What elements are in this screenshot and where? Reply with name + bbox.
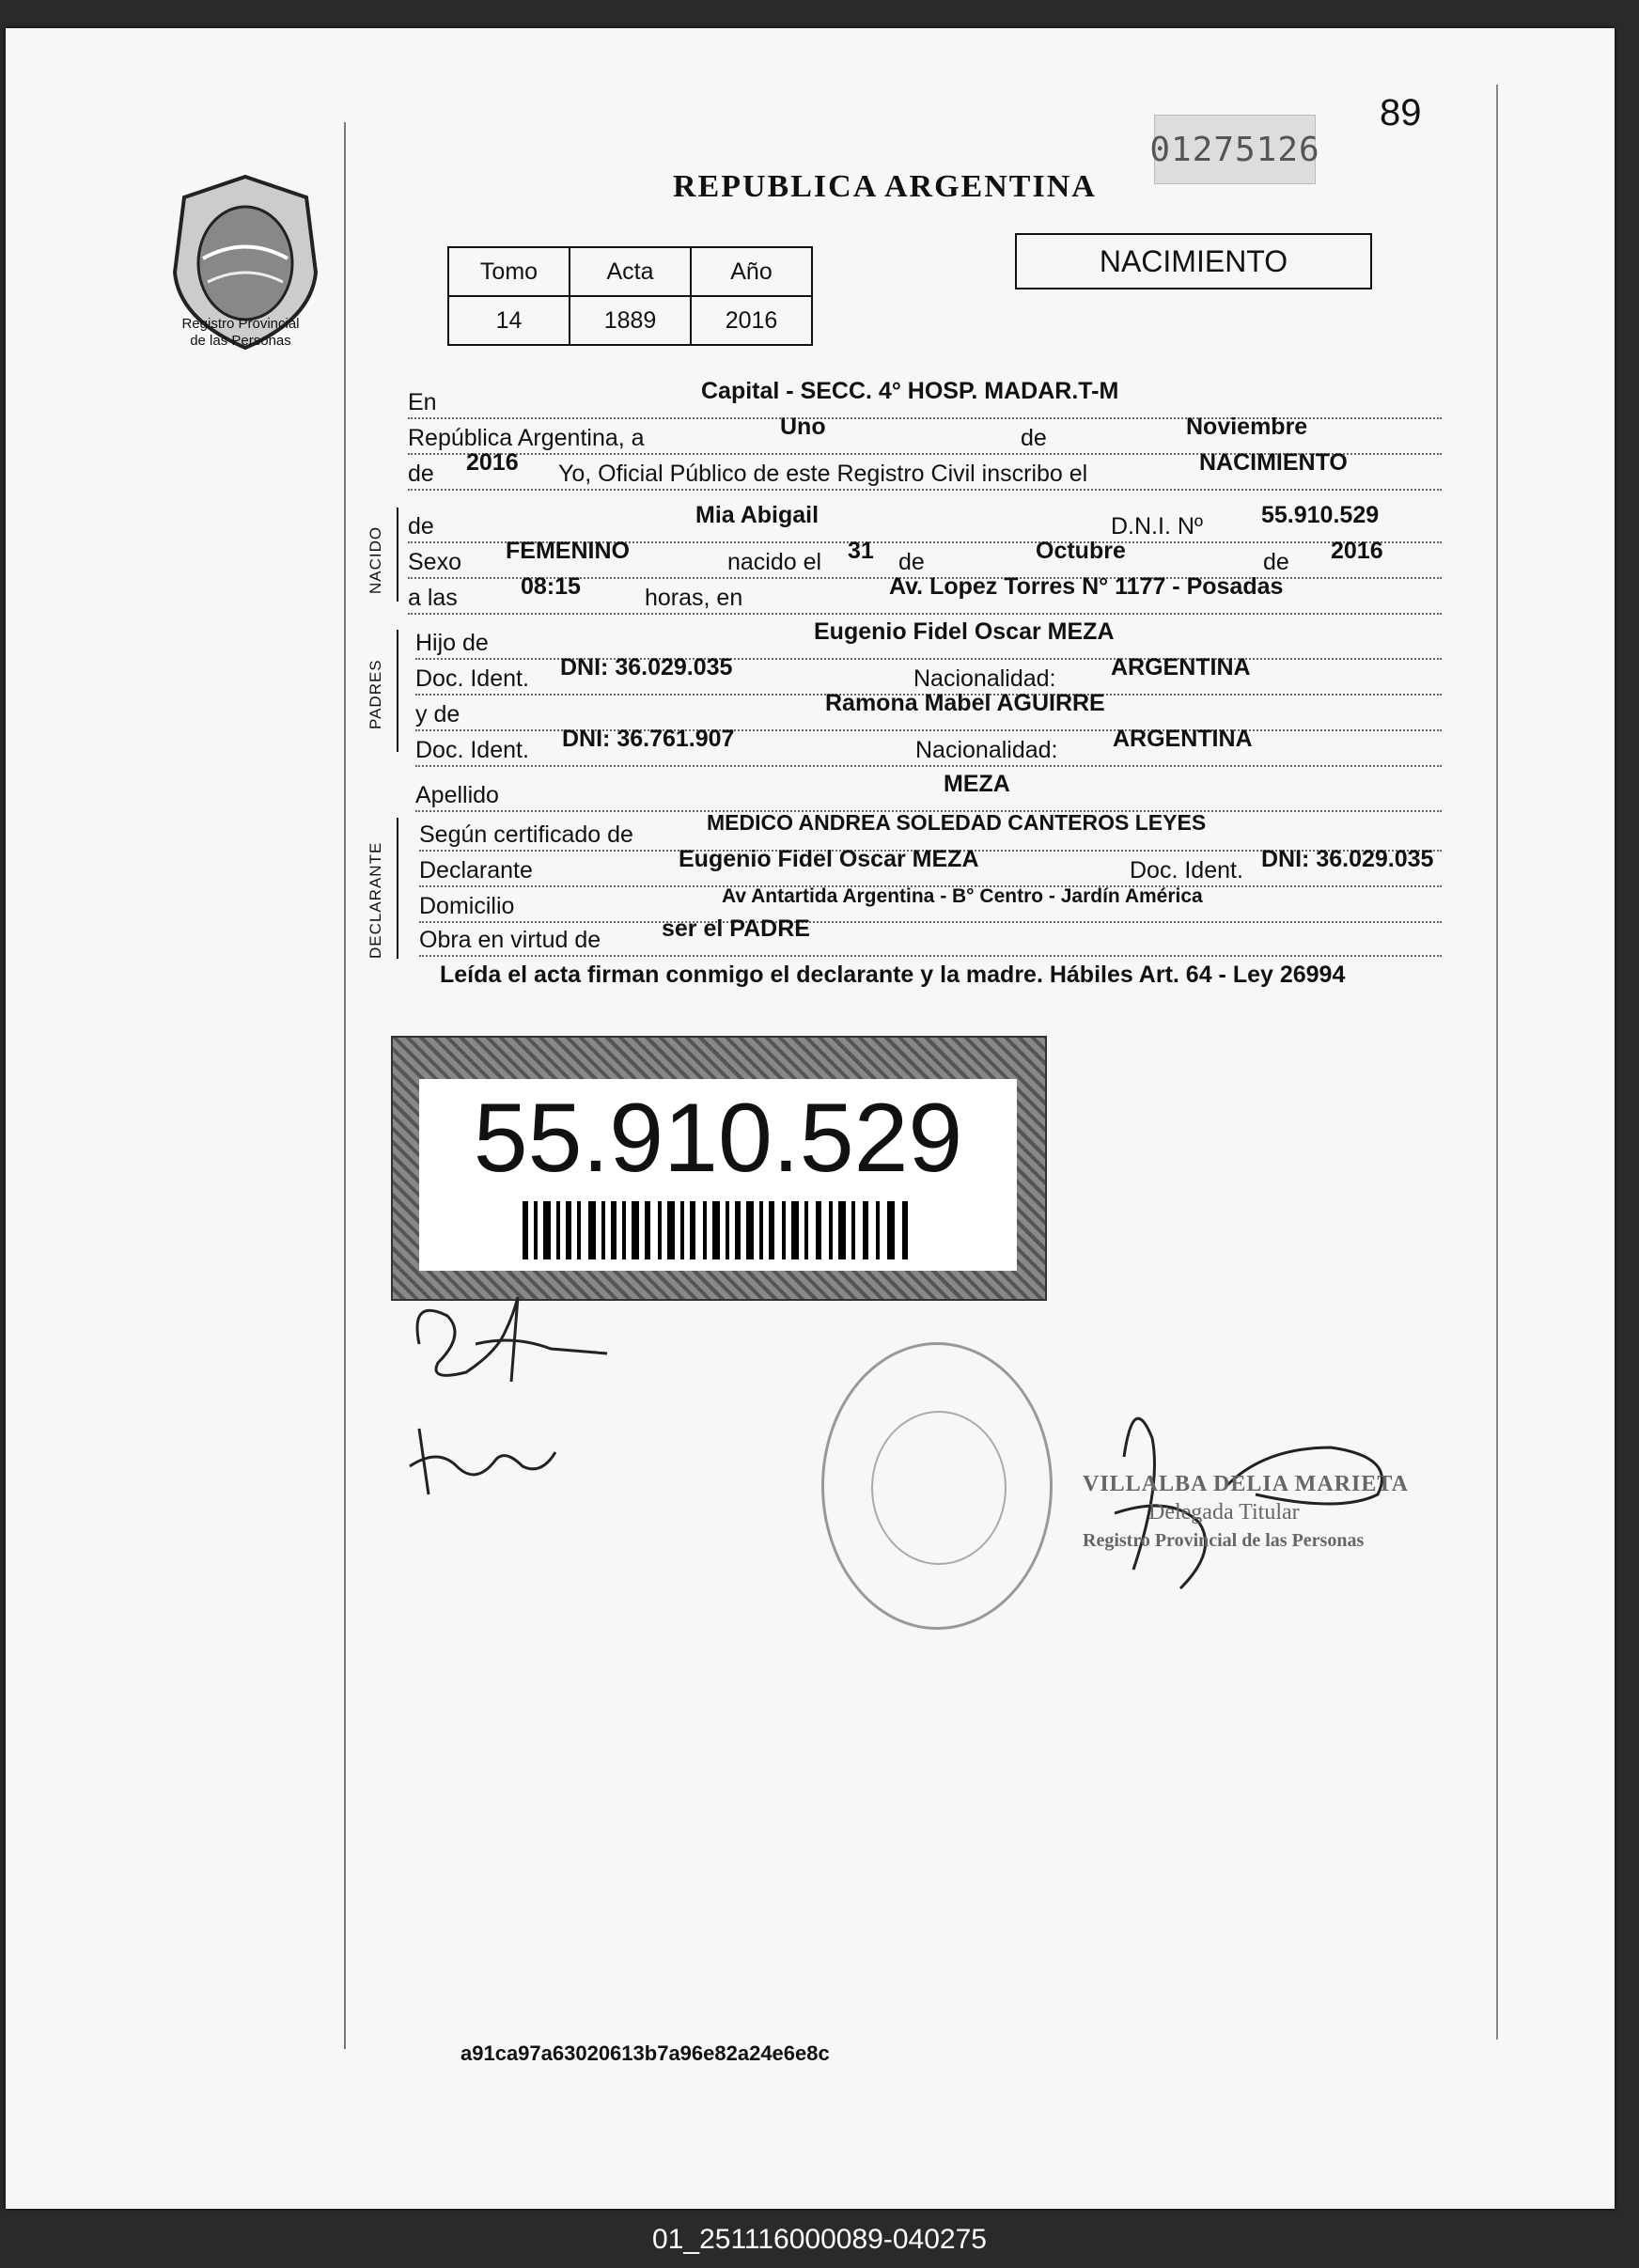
signature-madre-icon xyxy=(400,1410,588,1513)
value-lugar-nac: Av. Lopez Torres N° 1177 - Posadas xyxy=(889,573,1284,600)
document-sheet xyxy=(6,28,1615,2209)
label-de-nombre: de xyxy=(408,513,434,540)
registry-line1: Registro Provincial xyxy=(181,316,300,332)
label-de-anio2: de xyxy=(1263,549,1289,575)
label-horas: horas, en xyxy=(645,585,743,611)
act-type-box: NACIMIENTO xyxy=(1015,233,1372,289)
label-republica: República Argentina, a xyxy=(408,425,645,451)
value-padre-nac: ARGENTINA xyxy=(1111,654,1251,680)
value-mes-nac: Octubre xyxy=(1036,538,1126,564)
value-declarante: Eugenio Fidel Oscar MEZA xyxy=(679,846,979,872)
ref-header-tomo: Tomo xyxy=(448,247,570,296)
label-apellido: Apellido xyxy=(415,782,499,808)
signature-declarante-icon xyxy=(400,1278,626,1410)
registry-label xyxy=(147,316,335,350)
value-declarante-doc: DNI: 36.029.035 xyxy=(1261,846,1434,872)
label-nacido: nacido el xyxy=(727,549,822,575)
side-label-padres: PADRES xyxy=(367,659,384,729)
officer-name: VILLALBA DELIA MARIETA xyxy=(1083,1472,1409,1496)
right-margin-line xyxy=(1496,85,1498,2040)
label-declarante: Declarante xyxy=(419,857,533,884)
row-declarante xyxy=(419,846,1442,887)
value-tipo: NACIMIENTO xyxy=(1199,449,1348,476)
ref-value-tomo: 14 xyxy=(448,296,570,345)
page-number: 89 xyxy=(1380,92,1422,133)
label-nac1: Nacionalidad: xyxy=(913,665,1056,692)
label-yo: Yo, Oficial Público de este Registro Civil inscribo el xyxy=(558,461,1088,487)
value-madre-nac: ARGENTINA xyxy=(1113,726,1253,752)
value-padre-doc: DNI: 36.029.035 xyxy=(560,654,733,680)
declarante-bracket xyxy=(397,818,398,959)
label-de-mes: de xyxy=(1021,425,1047,451)
label-doc3: Doc. Ident. xyxy=(1130,857,1243,884)
label-yde: y de xyxy=(415,701,460,727)
value-dia-nac: 31 xyxy=(848,538,874,564)
value-anio-nac: 2016 xyxy=(1331,538,1383,564)
stamp-inner-seal xyxy=(871,1411,1007,1565)
value-madre-doc: DNI: 36.761.907 xyxy=(562,726,735,752)
label-de-anio: de xyxy=(408,461,434,487)
value-sexo: FEMENINO xyxy=(506,538,630,564)
label-doc2: Doc. Ident. xyxy=(415,737,529,763)
value-certificado: MEDICO ANDREA SOLEDAD CANTEROS LEYES xyxy=(707,810,1207,835)
label-sexo: Sexo xyxy=(408,549,461,575)
value-obra: ser el PADRE xyxy=(662,915,810,942)
document-title: REPUBLICA ARGENTINA xyxy=(673,169,1097,204)
nacido-bracket xyxy=(397,508,398,602)
label-de-dia: de xyxy=(898,549,925,575)
value-padre: Eugenio Fidel Oscar MEZA xyxy=(814,618,1115,645)
closing-note: Leída el acta firman conmigo el declarante y la madre. Hábiles Art. 64 - Ley 26994 xyxy=(440,962,1346,988)
serial-stamp: 01275126 xyxy=(1154,115,1316,184)
ref-header-acta: Acta xyxy=(570,247,691,296)
value-dni: 55.910.529 xyxy=(1261,502,1380,528)
padres-bracket xyxy=(397,630,398,752)
barcode-icon xyxy=(523,1201,917,1259)
value-dia: Uno xyxy=(780,414,826,440)
officer-block xyxy=(1083,1470,1409,1555)
row-madre-doc xyxy=(415,726,1442,767)
row-anio xyxy=(408,449,1442,491)
document-hash: a91ca97a63020613b7a96e82a24e6e8c xyxy=(460,2041,830,2065)
sticker-dni-number: 55.910.529 xyxy=(473,1084,963,1193)
value-anio: 2016 xyxy=(466,449,519,476)
dni-sticker xyxy=(391,1036,1047,1301)
reference-table xyxy=(447,246,813,346)
row-hora xyxy=(408,573,1442,615)
value-mes: Noviembre xyxy=(1186,414,1308,440)
ref-value-acta: 1889 xyxy=(570,296,691,345)
label-hijo: Hijo de xyxy=(415,630,489,656)
registry-stamp-icon xyxy=(821,1342,1053,1630)
label-segun: Según certificado de xyxy=(419,821,633,848)
value-domicilio: Av Antartida Argentina - B° Centro - Jardín América xyxy=(722,885,1203,907)
value-apellido: MEZA xyxy=(944,771,1010,797)
side-label-declarante: DECLARANTE xyxy=(367,841,384,959)
value-nombre: Mia Abigail xyxy=(695,502,820,528)
label-en: En xyxy=(408,389,437,415)
label-doc1: Doc. Ident. xyxy=(415,665,529,692)
value-lugar: Capital - SECC. 4° HOSP. MADAR.T-M xyxy=(701,378,1119,404)
officer-office: Registro Provincial de las Personas xyxy=(1083,1530,1365,1551)
officer-role: Delegada Titular xyxy=(1148,1500,1300,1525)
label-nac2: Nacionalidad: xyxy=(915,737,1058,763)
label-a-las: a las xyxy=(408,585,458,611)
side-label-nacido: NACIDO xyxy=(367,525,384,594)
row-apellido xyxy=(415,771,1442,812)
ref-value-anio: 2016 xyxy=(691,296,812,345)
label-domicilio: Domicilio xyxy=(419,893,515,919)
label-obra: Obra en virtud de xyxy=(419,927,601,953)
row-obra xyxy=(419,915,1442,957)
footer-id: 01_251116000089-040275 xyxy=(652,2224,987,2255)
ref-header-anio: Año xyxy=(691,247,812,296)
value-hora: 08:15 xyxy=(521,573,581,600)
row-domicilio xyxy=(419,885,1442,923)
dni-sticker-label xyxy=(419,1079,1017,1271)
label-dni: D.N.I. Nº xyxy=(1111,513,1204,540)
left-margin-line xyxy=(344,122,346,2049)
registry-line2: de las Personas xyxy=(190,333,291,349)
value-madre: Ramona Mabel AGUIRRE xyxy=(825,690,1105,716)
